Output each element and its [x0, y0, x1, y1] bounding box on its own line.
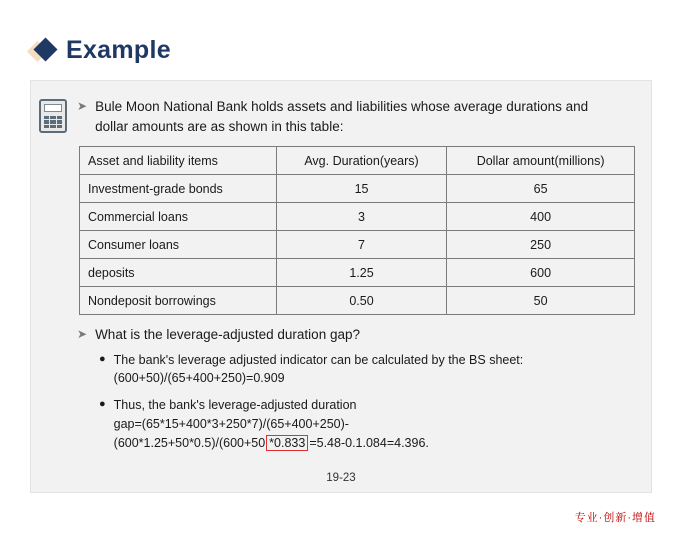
content-panel — [30, 80, 652, 493]
table-cell: 7 — [276, 231, 446, 259]
point-bullet — [99, 351, 599, 389]
table-row — [80, 203, 635, 231]
page-title: Example — [66, 36, 171, 64]
diamond-bullet-icon — [30, 38, 56, 64]
table-cell: 400 — [447, 203, 635, 231]
final-point-text — [114, 396, 429, 452]
intro-bullet — [77, 97, 607, 136]
table-cell: 250 — [447, 231, 635, 259]
slide-title-row — [30, 36, 171, 65]
calculator-icon — [39, 99, 67, 133]
table-header-cell: Avg. Duration(years) — [276, 147, 446, 175]
table-cell: 15 — [276, 175, 446, 203]
final-point-bullet — [99, 396, 637, 452]
final-line-2: gap=(65*15+400*3+250*7)/(65+400+250)- — [113, 416, 349, 431]
table-cell: 65 — [447, 175, 635, 203]
final-line-3-after: =5.48-0.1.084=4.396. — [309, 435, 429, 450]
question-bullet — [77, 325, 637, 345]
table-header-cell: Asset and liability items — [80, 147, 277, 175]
final-line-3-before: (600*1.25+50*0.5)/(600+50 — [113, 435, 266, 450]
arrow-bullet-icon: ➤ — [77, 327, 88, 342]
table-cell: Commercial loans — [80, 203, 277, 231]
table-header-row — [80, 147, 635, 175]
table-cell: Consumer loans — [80, 231, 277, 259]
dot-bullet-icon: ● — [99, 352, 106, 365]
brand-footer: 专业·创新·增值 — [574, 512, 656, 524]
table-cell: 1.25 — [276, 259, 446, 287]
table-header-cell: Dollar amount(millions) — [447, 147, 635, 175]
table-cell: 50 — [447, 287, 635, 315]
table-row — [80, 287, 635, 315]
arrow-bullet-icon: ➤ — [77, 99, 88, 113]
table-row — [80, 175, 635, 203]
intro-text: Bule Moon National Bank holds assets and liabilities whose average durations and dollar amounts are as shown in this table: — [95, 99, 589, 134]
dot-bullet-icon: ● — [99, 398, 106, 411]
highlighted-term: *0.833 — [266, 435, 308, 451]
table-cell: 3 — [276, 203, 446, 231]
page-number: 19-23 — [326, 472, 356, 484]
content-body — [77, 97, 637, 452]
table-cell: Investment-grade bonds — [80, 175, 277, 203]
question-text: What is the leverage-adjusted duration gap? — [95, 327, 360, 343]
table-row — [80, 259, 635, 287]
table-cell: 0.50 — [276, 287, 446, 315]
table-cell: Nondeposit borrowings — [80, 287, 277, 315]
table-cell: deposits — [80, 259, 277, 287]
table-row — [80, 231, 635, 259]
final-line-1: Thus, the bank's leverage-adjusted duration — [113, 398, 357, 413]
table-cell: 600 — [447, 259, 635, 287]
assets-liabilities-table — [79, 146, 635, 315]
point-text: The bank's leverage adjusted indicator can be calculated by the BS sheet: (600+50)/(65+400+250)=0.909 — [113, 352, 524, 386]
